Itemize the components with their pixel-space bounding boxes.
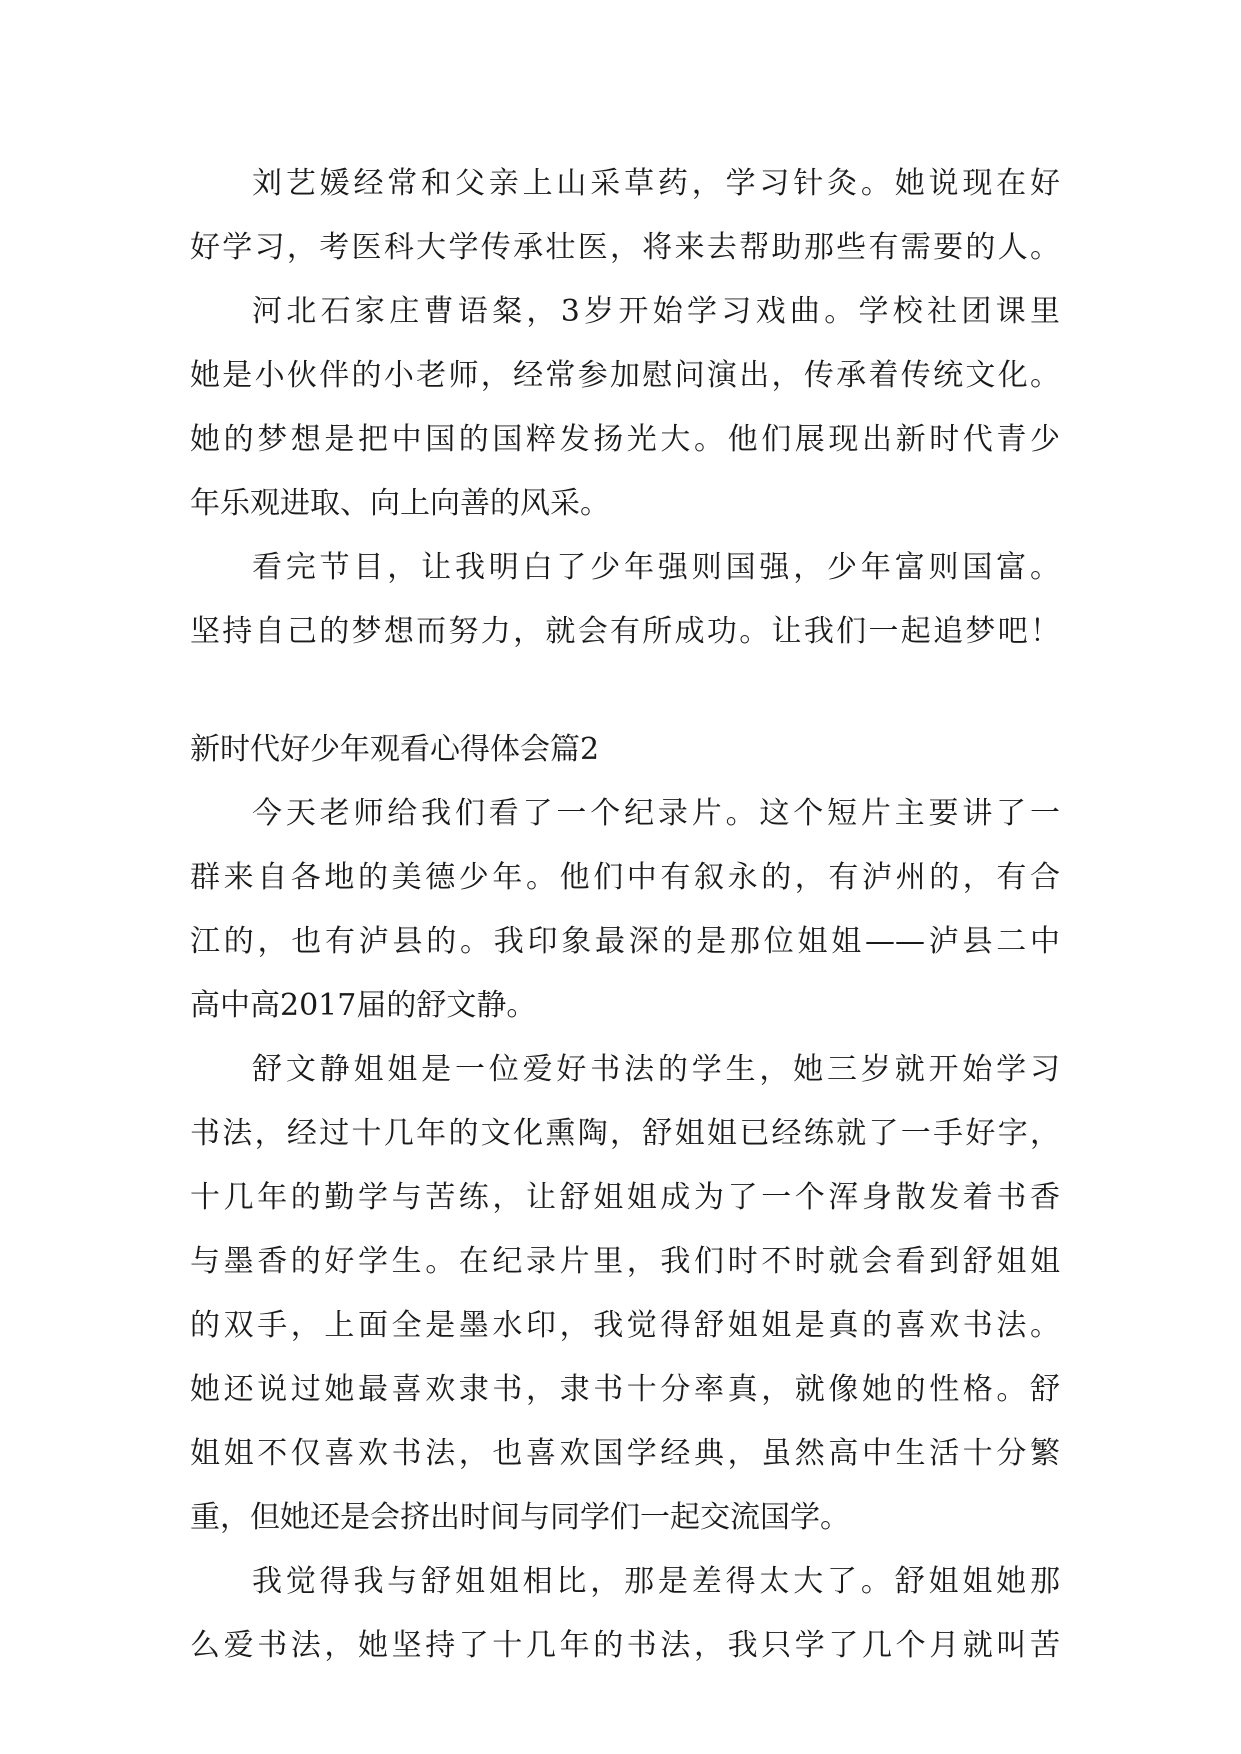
- text-line: 群来自各地的美德少年。他们中有叙永的，有泸州的，有合: [190, 860, 1060, 895]
- text-line: 重，但她还是会挤出时间与同学们一起交流国学。: [190, 1500, 850, 1535]
- text-line: 坚持自己的梦想而努力，就会有所成功。让我们一起追梦吧！: [190, 614, 1060, 649]
- document-body: [190, 152, 1060, 1678]
- paragraph-3: [190, 536, 1060, 664]
- text-line: 么爱书法，她坚持了十几年的书法，我只学了几个月就叫苦: [190, 1628, 1060, 1663]
- text-line: 年乐观进取、向上向善的风采。: [190, 486, 610, 521]
- text-line: 我觉得我与舒姐姐相比，那是差得太大了。舒姐姐她那: [252, 1564, 1060, 1599]
- text-line: 江的，也有泸县的。我印象最深的是那位姐姐——泸县二中: [190, 924, 1060, 959]
- text-line: 刘艺媛经常和父亲上山采草药，学习针灸。她说现在好: [252, 166, 1060, 201]
- text-line: 河北石家庄曹语粲，3岁开始学习戏曲。学校社团课里: [252, 294, 1060, 329]
- text-line: 她的梦想是把中国的国粹发扬光大。他们展现出新时代青少: [190, 422, 1060, 457]
- text-line: 今天老师给我们看了一个纪录片。这个短片主要讲了一: [252, 796, 1060, 831]
- text-line: 看完节目，让我明白了少年强则国强，少年富则国富。: [252, 550, 1060, 585]
- text-line: 她是小伙伴的小老师，经常参加慰问演出，传承着传统文化。: [190, 358, 1060, 393]
- paragraph-5: [190, 1038, 1060, 1550]
- section-heading: 新时代好少年观看心得体会篇2: [190, 732, 600, 767]
- paragraph-2: [190, 280, 1060, 536]
- text-line: 她还说过她最喜欢隶书，隶书十分率真，就像她的性格。舒: [190, 1372, 1060, 1407]
- paragraph-4: [190, 782, 1060, 1038]
- text-line: 好学习，考医科大学传承壮医，将来去帮助那些有需要的人。: [190, 230, 1060, 265]
- text-line: 舒文静姐姐是一位爱好书法的学生，她三岁就开始学习: [252, 1052, 1060, 1087]
- paragraph-6: [190, 1550, 1060, 1678]
- paragraph-1: [190, 152, 1060, 280]
- text-line: 与墨香的好学生。在纪录片里，我们时不时就会看到舒姐姐: [190, 1244, 1060, 1279]
- text-line: 十几年的勤学与苦练，让舒姐姐成为了一个浑身散发着书香: [190, 1180, 1060, 1215]
- text-line: 的双手，上面全是墨水印，我觉得舒姐姐是真的喜欢书法。: [190, 1308, 1060, 1343]
- text-line: 姐姐不仅喜欢书法，也喜欢国学经典，虽然高中生活十分繁: [190, 1436, 1060, 1471]
- text-line: 书法，经过十几年的文化熏陶，舒姐姐已经练就了一手好字，: [190, 1116, 1060, 1151]
- text-line: 高中高2017届的舒文静。: [190, 988, 537, 1023]
